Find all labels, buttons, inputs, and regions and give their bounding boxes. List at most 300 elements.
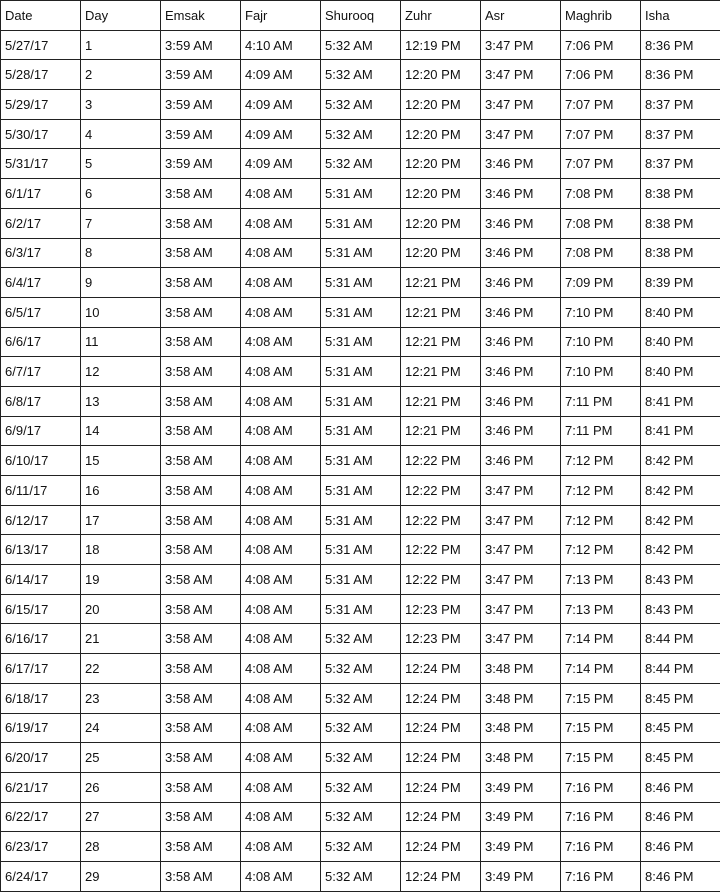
cell-fajr: 4:09 AM — [241, 149, 321, 179]
cell-shurooq: 5:31 AM — [321, 208, 401, 238]
table-row — [1, 802, 720, 832]
cell-day: 1 — [81, 30, 161, 60]
cell-emsak: 3:58 AM — [161, 565, 241, 595]
cell-date: 6/11/17 — [1, 476, 81, 506]
cell-isha: 8:46 PM — [641, 772, 720, 802]
table-row — [1, 386, 720, 416]
cell-fajr: 4:08 AM — [241, 268, 321, 298]
cell-day: 9 — [81, 268, 161, 298]
cell-date: 6/7/17 — [1, 357, 81, 387]
cell-maghrib: 7:10 PM — [561, 297, 641, 327]
cell-asr: 3:47 PM — [481, 535, 561, 565]
cell-emsak: 3:58 AM — [161, 535, 241, 565]
cell-maghrib: 7:07 PM — [561, 90, 641, 120]
cell-maghrib: 7:10 PM — [561, 327, 641, 357]
table-row — [1, 594, 720, 624]
table-row — [1, 30, 720, 60]
table-row — [1, 743, 720, 773]
cell-isha: 8:38 PM — [641, 179, 720, 209]
cell-fajr: 4:08 AM — [241, 357, 321, 387]
cell-asr: 3:46 PM — [481, 386, 561, 416]
cell-day: 26 — [81, 772, 161, 802]
cell-emsak: 3:58 AM — [161, 327, 241, 357]
cell-zuhr: 12:20 PM — [401, 238, 481, 268]
cell-asr: 3:46 PM — [481, 416, 561, 446]
cell-fajr: 4:08 AM — [241, 179, 321, 209]
cell-shurooq: 5:32 AM — [321, 713, 401, 743]
cell-fajr: 4:08 AM — [241, 565, 321, 595]
cell-day: 25 — [81, 743, 161, 773]
cell-emsak: 3:58 AM — [161, 446, 241, 476]
cell-emsak: 3:58 AM — [161, 386, 241, 416]
cell-day: 28 — [81, 832, 161, 862]
cell-zuhr: 12:24 PM — [401, 861, 481, 891]
cell-maghrib: 7:12 PM — [561, 505, 641, 535]
cell-maghrib: 7:11 PM — [561, 386, 641, 416]
cell-maghrib: 7:14 PM — [561, 624, 641, 654]
cell-zuhr: 12:24 PM — [401, 654, 481, 684]
cell-isha: 8:37 PM — [641, 119, 720, 149]
cell-asr: 3:47 PM — [481, 119, 561, 149]
cell-zuhr: 12:23 PM — [401, 624, 481, 654]
cell-shurooq: 5:31 AM — [321, 357, 401, 387]
cell-date: 6/5/17 — [1, 297, 81, 327]
cell-shurooq: 5:31 AM — [321, 238, 401, 268]
cell-shurooq: 5:31 AM — [321, 565, 401, 595]
cell-date: 6/8/17 — [1, 386, 81, 416]
cell-date: 5/30/17 — [1, 119, 81, 149]
cell-maghrib: 7:09 PM — [561, 268, 641, 298]
cell-day: 19 — [81, 565, 161, 595]
cell-asr: 3:46 PM — [481, 357, 561, 387]
cell-date: 6/9/17 — [1, 416, 81, 446]
cell-fajr: 4:08 AM — [241, 772, 321, 802]
cell-maghrib: 7:15 PM — [561, 683, 641, 713]
cell-shurooq: 5:32 AM — [321, 119, 401, 149]
cell-zuhr: 12:19 PM — [401, 30, 481, 60]
cell-emsak: 3:58 AM — [161, 238, 241, 268]
cell-shurooq: 5:32 AM — [321, 772, 401, 802]
cell-fajr: 4:09 AM — [241, 90, 321, 120]
cell-maghrib: 7:06 PM — [561, 30, 641, 60]
table-row — [1, 149, 720, 179]
cell-fajr: 4:08 AM — [241, 446, 321, 476]
table-row — [1, 416, 720, 446]
cell-maghrib: 7:15 PM — [561, 713, 641, 743]
cell-shurooq: 5:31 AM — [321, 268, 401, 298]
table-row — [1, 535, 720, 565]
cell-emsak: 3:58 AM — [161, 683, 241, 713]
cell-date: 6/6/17 — [1, 327, 81, 357]
cell-maghrib: 7:12 PM — [561, 535, 641, 565]
column-header-day: Day — [81, 1, 161, 31]
cell-day: 18 — [81, 535, 161, 565]
cell-isha: 8:44 PM — [641, 624, 720, 654]
cell-isha: 8:42 PM — [641, 535, 720, 565]
cell-fajr: 4:09 AM — [241, 60, 321, 90]
cell-shurooq: 5:32 AM — [321, 743, 401, 773]
cell-date: 6/4/17 — [1, 268, 81, 298]
cell-date: 6/3/17 — [1, 238, 81, 268]
cell-emsak: 3:58 AM — [161, 713, 241, 743]
cell-shurooq: 5:31 AM — [321, 476, 401, 506]
cell-isha: 8:44 PM — [641, 654, 720, 684]
cell-fajr: 4:08 AM — [241, 654, 321, 684]
cell-emsak: 3:58 AM — [161, 594, 241, 624]
cell-maghrib: 7:16 PM — [561, 772, 641, 802]
cell-date: 6/23/17 — [1, 832, 81, 862]
cell-isha: 8:39 PM — [641, 268, 720, 298]
cell-maghrib: 7:06 PM — [561, 60, 641, 90]
cell-fajr: 4:08 AM — [241, 624, 321, 654]
cell-maghrib: 7:13 PM — [561, 565, 641, 595]
cell-date: 6/16/17 — [1, 624, 81, 654]
cell-emsak: 3:58 AM — [161, 802, 241, 832]
cell-asr: 3:46 PM — [481, 238, 561, 268]
cell-asr: 3:46 PM — [481, 268, 561, 298]
cell-isha: 8:46 PM — [641, 861, 720, 891]
cell-date: 6/20/17 — [1, 743, 81, 773]
cell-isha: 8:40 PM — [641, 357, 720, 387]
cell-day: 2 — [81, 60, 161, 90]
cell-zuhr: 12:22 PM — [401, 565, 481, 595]
cell-emsak: 3:59 AM — [161, 149, 241, 179]
table-row — [1, 683, 720, 713]
cell-day: 22 — [81, 654, 161, 684]
cell-asr: 3:47 PM — [481, 60, 561, 90]
cell-date: 5/27/17 — [1, 30, 81, 60]
cell-zuhr: 12:24 PM — [401, 832, 481, 862]
cell-asr: 3:47 PM — [481, 90, 561, 120]
cell-shurooq: 5:31 AM — [321, 446, 401, 476]
cell-day: 17 — [81, 505, 161, 535]
cell-maghrib: 7:16 PM — [561, 802, 641, 832]
cell-shurooq: 5:31 AM — [321, 505, 401, 535]
cell-maghrib: 7:15 PM — [561, 743, 641, 773]
cell-shurooq: 5:31 AM — [321, 327, 401, 357]
cell-zuhr: 12:22 PM — [401, 535, 481, 565]
cell-emsak: 3:59 AM — [161, 30, 241, 60]
cell-date: 5/31/17 — [1, 149, 81, 179]
cell-asr: 3:46 PM — [481, 149, 561, 179]
cell-date: 6/13/17 — [1, 535, 81, 565]
cell-day: 12 — [81, 357, 161, 387]
column-header-emsak: Emsak — [161, 1, 241, 31]
cell-zuhr: 12:22 PM — [401, 446, 481, 476]
cell-day: 10 — [81, 297, 161, 327]
table-row — [1, 446, 720, 476]
table-row — [1, 505, 720, 535]
cell-isha: 8:36 PM — [641, 60, 720, 90]
table-row — [1, 238, 720, 268]
cell-isha: 8:40 PM — [641, 297, 720, 327]
cell-zuhr: 12:21 PM — [401, 327, 481, 357]
cell-zuhr: 12:20 PM — [401, 90, 481, 120]
cell-zuhr: 12:24 PM — [401, 772, 481, 802]
cell-shurooq: 5:31 AM — [321, 535, 401, 565]
cell-isha: 8:43 PM — [641, 594, 720, 624]
cell-fajr: 4:10 AM — [241, 30, 321, 60]
cell-emsak: 3:58 AM — [161, 179, 241, 209]
cell-isha: 8:46 PM — [641, 832, 720, 862]
cell-date: 6/24/17 — [1, 861, 81, 891]
cell-isha: 8:40 PM — [641, 327, 720, 357]
cell-zuhr: 12:21 PM — [401, 416, 481, 446]
cell-shurooq: 5:32 AM — [321, 60, 401, 90]
cell-zuhr: 12:21 PM — [401, 268, 481, 298]
cell-maghrib: 7:12 PM — [561, 476, 641, 506]
cell-day: 6 — [81, 179, 161, 209]
header-row — [1, 1, 720, 31]
cell-fajr: 4:08 AM — [241, 802, 321, 832]
cell-asr: 3:46 PM — [481, 327, 561, 357]
table-row — [1, 268, 720, 298]
column-header-date: Date — [1, 1, 81, 31]
cell-fajr: 4:08 AM — [241, 208, 321, 238]
cell-zuhr: 12:24 PM — [401, 713, 481, 743]
cell-zuhr: 12:24 PM — [401, 802, 481, 832]
cell-date: 6/14/17 — [1, 565, 81, 595]
cell-zuhr: 12:20 PM — [401, 60, 481, 90]
cell-maghrib: 7:07 PM — [561, 149, 641, 179]
column-header-asr: Asr — [481, 1, 561, 31]
cell-emsak: 3:58 AM — [161, 505, 241, 535]
cell-isha: 8:43 PM — [641, 565, 720, 595]
cell-shurooq: 5:32 AM — [321, 30, 401, 60]
table-row — [1, 624, 720, 654]
cell-isha: 8:38 PM — [641, 238, 720, 268]
cell-isha: 8:42 PM — [641, 476, 720, 506]
table-row — [1, 327, 720, 357]
cell-emsak: 3:59 AM — [161, 60, 241, 90]
cell-day: 3 — [81, 90, 161, 120]
cell-shurooq: 5:31 AM — [321, 594, 401, 624]
cell-date: 6/21/17 — [1, 772, 81, 802]
cell-fajr: 4:08 AM — [241, 832, 321, 862]
cell-asr: 3:46 PM — [481, 446, 561, 476]
cell-zuhr: 12:20 PM — [401, 179, 481, 209]
cell-asr: 3:47 PM — [481, 594, 561, 624]
cell-fajr: 4:08 AM — [241, 861, 321, 891]
cell-day: 23 — [81, 683, 161, 713]
cell-date: 6/12/17 — [1, 505, 81, 535]
cell-date: 6/19/17 — [1, 713, 81, 743]
table-row — [1, 60, 720, 90]
cell-asr: 3:48 PM — [481, 713, 561, 743]
cell-maghrib: 7:12 PM — [561, 446, 641, 476]
cell-zuhr: 12:21 PM — [401, 297, 481, 327]
column-header-isha: Isha — [641, 1, 720, 31]
table-row — [1, 119, 720, 149]
cell-emsak: 3:58 AM — [161, 743, 241, 773]
cell-fajr: 4:08 AM — [241, 713, 321, 743]
cell-date: 6/17/17 — [1, 654, 81, 684]
column-header-maghrib: Maghrib — [561, 1, 641, 31]
cell-shurooq: 5:32 AM — [321, 683, 401, 713]
cell-maghrib: 7:14 PM — [561, 654, 641, 684]
cell-fajr: 4:08 AM — [241, 683, 321, 713]
cell-maghrib: 7:08 PM — [561, 208, 641, 238]
cell-day: 16 — [81, 476, 161, 506]
cell-maghrib: 7:16 PM — [561, 861, 641, 891]
cell-asr: 3:46 PM — [481, 208, 561, 238]
cell-zuhr: 12:23 PM — [401, 594, 481, 624]
column-header-zuhr: Zuhr — [401, 1, 481, 31]
cell-day: 11 — [81, 327, 161, 357]
cell-fajr: 4:08 AM — [241, 386, 321, 416]
cell-isha: 8:45 PM — [641, 743, 720, 773]
cell-fajr: 4:08 AM — [241, 594, 321, 624]
cell-maghrib: 7:11 PM — [561, 416, 641, 446]
cell-emsak: 3:58 AM — [161, 416, 241, 446]
cell-asr: 3:46 PM — [481, 297, 561, 327]
cell-asr: 3:48 PM — [481, 743, 561, 773]
table-body — [1, 30, 720, 891]
table-row — [1, 772, 720, 802]
cell-emsak: 3:58 AM — [161, 832, 241, 862]
table-row — [1, 179, 720, 209]
cell-day: 27 — [81, 802, 161, 832]
cell-asr: 3:47 PM — [481, 476, 561, 506]
cell-fajr: 4:08 AM — [241, 327, 321, 357]
table-row — [1, 832, 720, 862]
cell-isha: 8:41 PM — [641, 386, 720, 416]
cell-asr: 3:46 PM — [481, 179, 561, 209]
cell-shurooq: 5:32 AM — [321, 861, 401, 891]
cell-zuhr: 12:24 PM — [401, 743, 481, 773]
table-row — [1, 476, 720, 506]
cell-shurooq: 5:32 AM — [321, 624, 401, 654]
cell-isha: 8:41 PM — [641, 416, 720, 446]
cell-fajr: 4:08 AM — [241, 297, 321, 327]
cell-shurooq: 5:31 AM — [321, 386, 401, 416]
cell-maghrib: 7:16 PM — [561, 832, 641, 862]
table-row — [1, 654, 720, 684]
table-row — [1, 208, 720, 238]
cell-day: 4 — [81, 119, 161, 149]
cell-emsak: 3:58 AM — [161, 772, 241, 802]
cell-shurooq: 5:31 AM — [321, 416, 401, 446]
cell-maghrib: 7:13 PM — [561, 594, 641, 624]
cell-isha: 8:45 PM — [641, 713, 720, 743]
table-row — [1, 90, 720, 120]
cell-emsak: 3:58 AM — [161, 208, 241, 238]
cell-asr: 3:49 PM — [481, 861, 561, 891]
cell-asr: 3:48 PM — [481, 654, 561, 684]
cell-emsak: 3:58 AM — [161, 476, 241, 506]
cell-emsak: 3:58 AM — [161, 624, 241, 654]
cell-zuhr: 12:22 PM — [401, 476, 481, 506]
cell-zuhr: 12:20 PM — [401, 119, 481, 149]
cell-maghrib: 7:07 PM — [561, 119, 641, 149]
cell-zuhr: 12:21 PM — [401, 386, 481, 416]
cell-emsak: 3:58 AM — [161, 654, 241, 684]
cell-shurooq: 5:31 AM — [321, 297, 401, 327]
cell-fajr: 4:08 AM — [241, 505, 321, 535]
cell-fajr: 4:08 AM — [241, 476, 321, 506]
cell-emsak: 3:59 AM — [161, 90, 241, 120]
cell-isha: 8:37 PM — [641, 149, 720, 179]
cell-asr: 3:47 PM — [481, 505, 561, 535]
cell-maghrib: 7:08 PM — [561, 238, 641, 268]
cell-shurooq: 5:32 AM — [321, 90, 401, 120]
cell-isha: 8:36 PM — [641, 30, 720, 60]
cell-date: 5/28/17 — [1, 60, 81, 90]
cell-fajr: 4:08 AM — [241, 743, 321, 773]
cell-date: 6/2/17 — [1, 208, 81, 238]
cell-day: 5 — [81, 149, 161, 179]
cell-maghrib: 7:08 PM — [561, 179, 641, 209]
cell-shurooq: 5:31 AM — [321, 179, 401, 209]
cell-date: 6/1/17 — [1, 179, 81, 209]
cell-isha: 8:37 PM — [641, 90, 720, 120]
cell-zuhr: 12:21 PM — [401, 357, 481, 387]
cell-zuhr: 12:20 PM — [401, 149, 481, 179]
table-row — [1, 713, 720, 743]
cell-date: 6/15/17 — [1, 594, 81, 624]
table-row — [1, 861, 720, 891]
cell-zuhr: 12:24 PM — [401, 683, 481, 713]
cell-shurooq: 5:32 AM — [321, 802, 401, 832]
cell-isha: 8:46 PM — [641, 802, 720, 832]
cell-asr: 3:47 PM — [481, 30, 561, 60]
table-row — [1, 357, 720, 387]
column-header-shurooq: Shurooq — [321, 1, 401, 31]
cell-day: 29 — [81, 861, 161, 891]
table-row — [1, 297, 720, 327]
table-row — [1, 565, 720, 595]
cell-isha: 8:42 PM — [641, 505, 720, 535]
cell-emsak: 3:58 AM — [161, 268, 241, 298]
cell-day: 7 — [81, 208, 161, 238]
cell-asr: 3:49 PM — [481, 802, 561, 832]
cell-fajr: 4:09 AM — [241, 119, 321, 149]
cell-date: 5/29/17 — [1, 90, 81, 120]
cell-day: 14 — [81, 416, 161, 446]
cell-asr: 3:48 PM — [481, 683, 561, 713]
cell-isha: 8:45 PM — [641, 683, 720, 713]
cell-fajr: 4:08 AM — [241, 535, 321, 565]
cell-isha: 8:38 PM — [641, 208, 720, 238]
cell-isha: 8:42 PM — [641, 446, 720, 476]
cell-shurooq: 5:32 AM — [321, 654, 401, 684]
cell-date: 6/18/17 — [1, 683, 81, 713]
cell-fajr: 4:08 AM — [241, 238, 321, 268]
column-header-fajr: Fajr — [241, 1, 321, 31]
cell-zuhr: 12:20 PM — [401, 208, 481, 238]
cell-date: 6/22/17 — [1, 802, 81, 832]
cell-asr: 3:49 PM — [481, 832, 561, 862]
cell-emsak: 3:58 AM — [161, 357, 241, 387]
cell-fajr: 4:08 AM — [241, 416, 321, 446]
cell-shurooq: 5:32 AM — [321, 832, 401, 862]
cell-emsak: 3:59 AM — [161, 119, 241, 149]
cell-date: 6/10/17 — [1, 446, 81, 476]
cell-zuhr: 12:22 PM — [401, 505, 481, 535]
cell-day: 20 — [81, 594, 161, 624]
cell-day: 24 — [81, 713, 161, 743]
cell-asr: 3:47 PM — [481, 624, 561, 654]
cell-day: 13 — [81, 386, 161, 416]
cell-day: 21 — [81, 624, 161, 654]
cell-day: 8 — [81, 238, 161, 268]
cell-day: 15 — [81, 446, 161, 476]
cell-asr: 3:47 PM — [481, 565, 561, 595]
cell-asr: 3:49 PM — [481, 772, 561, 802]
cell-emsak: 3:58 AM — [161, 297, 241, 327]
cell-shurooq: 5:32 AM — [321, 149, 401, 179]
cell-maghrib: 7:10 PM — [561, 357, 641, 387]
